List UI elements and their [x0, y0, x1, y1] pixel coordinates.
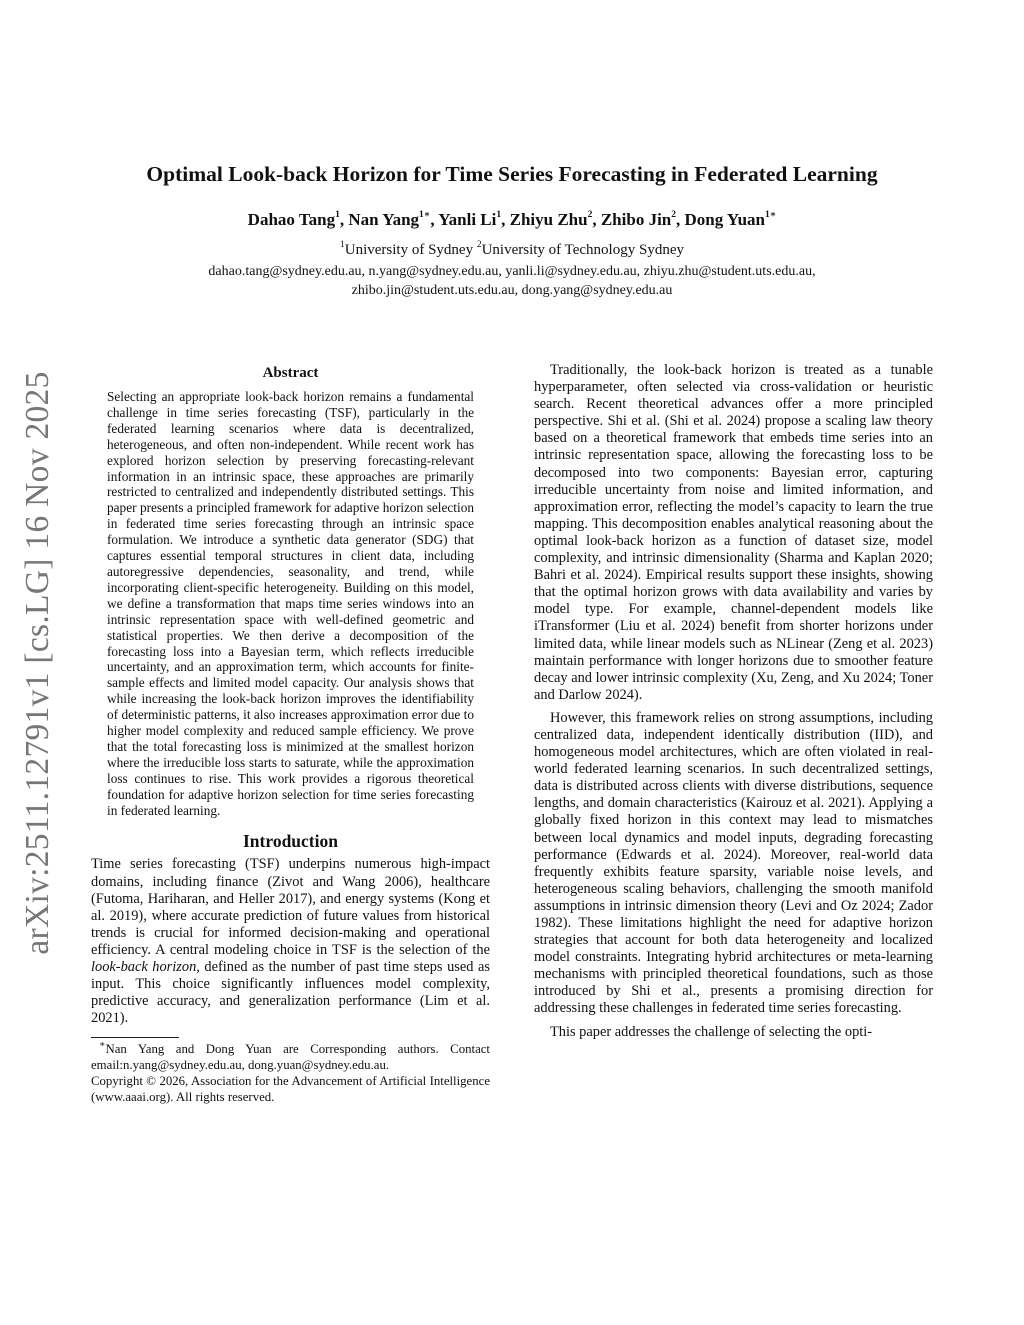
copyright-notice: Copyright © 2026, Association for the Advancement of Artificial Intelligence (www.aaai.org). All rights reserved. [91, 1074, 490, 1104]
affiliations [60, 240, 964, 260]
author-emails [60, 262, 964, 300]
footnote-mark: ∗ [99, 1040, 106, 1051]
intro-emphasis: look-back horizon [91, 959, 197, 976]
author-affil-mark: 1∗ [419, 210, 431, 221]
author-affil-mark: 2 [671, 210, 676, 221]
body-paragraph: Traditionally, the look-back horizon is treated as a tunable hyperparameter, often selected via cross-validation or heuristic search. Recent theoretical advances offer a more principled perspective. Shi et al. (Shi et al. 2024) propose a scaling law theory based on a theoretical framework that embeds time series into an intrinsic representation space, allowing the forecasting loss to be decomposed into two components: Bayesian error, capturing irreducible uncertainty from noise and limited information, and approximation error, reflecting the model’s capacity to learn the true mapping. This decomposition enables analytical reasoning about the optimal look-back horizon as a function of dataset size, model complexity, and intrinsic dimensionality (Sharma and Kaplan 2020; Bahri et al. 2024). Empirical results support these insights, showing that the optimal horizon grows with data availability and varies by model type. For example, channel-dependent models like iTransformer (Liu et al. 2024) benefit from shorter horizons under limited data, while linear models such as NLinear (Zeng et al. 2023) maintain performance with longer horizons due to smoother feature decay and lower intrinsic complexity (Xu, Zeng, and Xu 2024; Toner and Darlow 2024). [534, 362, 933, 703]
affiliation-name: University of Technology Sydney [481, 242, 684, 258]
author-name: Dong Yuan [684, 210, 765, 229]
right-column [534, 362, 933, 1047]
footnote-divider [91, 1037, 179, 1038]
footnote-text: Nan Yang and Dong Yuan are Corresponding authors. Contact email:n.yang@sydney.edu.au, dong.yuan@sydney.edu.au. [91, 1042, 490, 1073]
affil-mark: 2 [476, 240, 482, 250]
author-name: Nan Yang [348, 210, 420, 229]
intro-text-part: , defined as the number of past time steps used as input. This choice significantly influences model complexity, predictive accuracy, and generalization performance (Lim et al. 2021). [91, 959, 490, 1027]
author-name: Zhibo Jin [600, 210, 672, 229]
affiliation-name: University of Sydney [344, 242, 474, 258]
author-name: Zhiyu Zhu [509, 210, 588, 229]
footnote [91, 1042, 490, 1105]
arxiv-identifier-stamp: arXiv:2511.12791v1 [cs.LG] 16 Nov 2025 [19, 371, 56, 955]
introduction-paragraph [91, 856, 490, 1027]
body-paragraph: However, this framework relies on strong assumptions, including centralized data, independent identically distribution (IID), and homogeneous model architectures, which are often violated in real-world federated learning scenarios. In such decentralized settings, data is distributed across clients with diverse distributions, sequence lengths, and domain characteristics (Kairouz et al. 2021). Applying a globally fixed horizon in this context may lead to mismatches between local dynamics and model inputs, degrading forecasting performance (Edwards et al. 2024). Moreover, real-world data frequently exhibits feature sparsity, variable noise levels, and heterogeneous scaling behaviors, challenging the smooth manifold assumptions in intrinsic dimension theory (Levi and Oz 2024; Zador 1982). These limitations highlight the need for adaptive horizon strategies that account for both data heterogeneity and localized model constraints. Integrating hybrid architectures or meta-learning mechanisms with principled theoretical foundations, such as those introduced by Shi et al., presents a promising direction for addressing these challenges in federated time series forecasting. [534, 709, 933, 1017]
author-affil-mark: 1 [335, 210, 340, 221]
author-affil-mark: 2 [587, 210, 593, 221]
author-name: Yanli Li [438, 210, 497, 229]
author-name: Dahao Tang [247, 210, 336, 229]
email-line: dahao.tang@sydney.edu.au, n.yang@sydney.edu.au, yanli.li@sydney.edu.au, zhiyu.zhu@student.uts.edu.au, [208, 264, 816, 279]
introduction-heading: Introduction [243, 831, 338, 852]
left-column [91, 364, 490, 1106]
abstract-heading: Abstract [262, 365, 319, 381]
paper-title: Optimal Look-back Horizon for Time Series Forecasting in Federated Learning [146, 162, 878, 186]
email-line: zhibo.jin@student.uts.edu.au, dong.yang@sydney.edu.au [351, 283, 673, 298]
author-list: Dahao Tang$^1$, Nan Yang$^{1∗}$, Yanli Li$^1$, Zhiyu Zhu$^2$, Zhibo Jin$^2$, Dong Yuan$^{1∗}$ [247, 210, 777, 229]
body-paragraph: This paper addresses the challenge of selecting the opti- [550, 1023, 873, 1040]
affil-mark: 1 [340, 240, 345, 250]
abstract-section [91, 364, 490, 818]
intro-text-part: Time series forecasting (TSF) underpins numerous high-impact domains, including finance (Zivot and Wang 2006), healthcare (Futoma, Hariharan, and Heller 2017), and energy systems (Kong et al. 2019), where accurate prediction of future values from historical trends is crucial for informed decision-making and operational efficiency. A central modeling choice in TSF is the selection of the [91, 856, 490, 958]
author-affil-mark: 1∗ [764, 210, 777, 221]
author-affil-mark: 1 [496, 210, 502, 221]
abstract-text: Selecting an appropriate look-back horizon remains a fundamental challenge in time series forecasting (TSF), particularly in the federated learning scenarios where data is decentralized, heterogeneous, and often non-independent. While recent work has explored horizon selection by preserving forecasting-relevant information in an intrinsic space, these approaches are primarily restricted to centralized and independently distributed settings. This paper presents a principled framework for adaptive horizon selection in federated time series forecasting through an intrinsic space formulation. We introduce a synthetic data generator (SDG) that captures essential temporal structures in client data, including autoregressive dependencies, seasonality, and trend, while incorporating client-specific heterogeneity. Building on this model, we define a transformation that maps time series windows into an intrinsic representation space with well-defined geometric and statistical properties. We then derive a decomposition of the forecasting loss into a Bayesian term, which reflects irreducible uncertainty, and an approximation term, which accounts for finite-sample effects and limited model capacity. Our analysis shows that while increasing the look-back horizon improves the identifiability of deterministic patterns, it also increases approximation error due to higher model complexity and reduced sample efficiency. We prove that the total forecasting loss is minimized at the smallest horizon where the irreducible loss starts to saturate, while the approximation loss continues to rise. This work provides a rigorous theoretical foundation for adaptive horizon selection for time series forecasting in federated learning. [107, 389, 474, 818]
footnote-corresponding [91, 1042, 490, 1074]
